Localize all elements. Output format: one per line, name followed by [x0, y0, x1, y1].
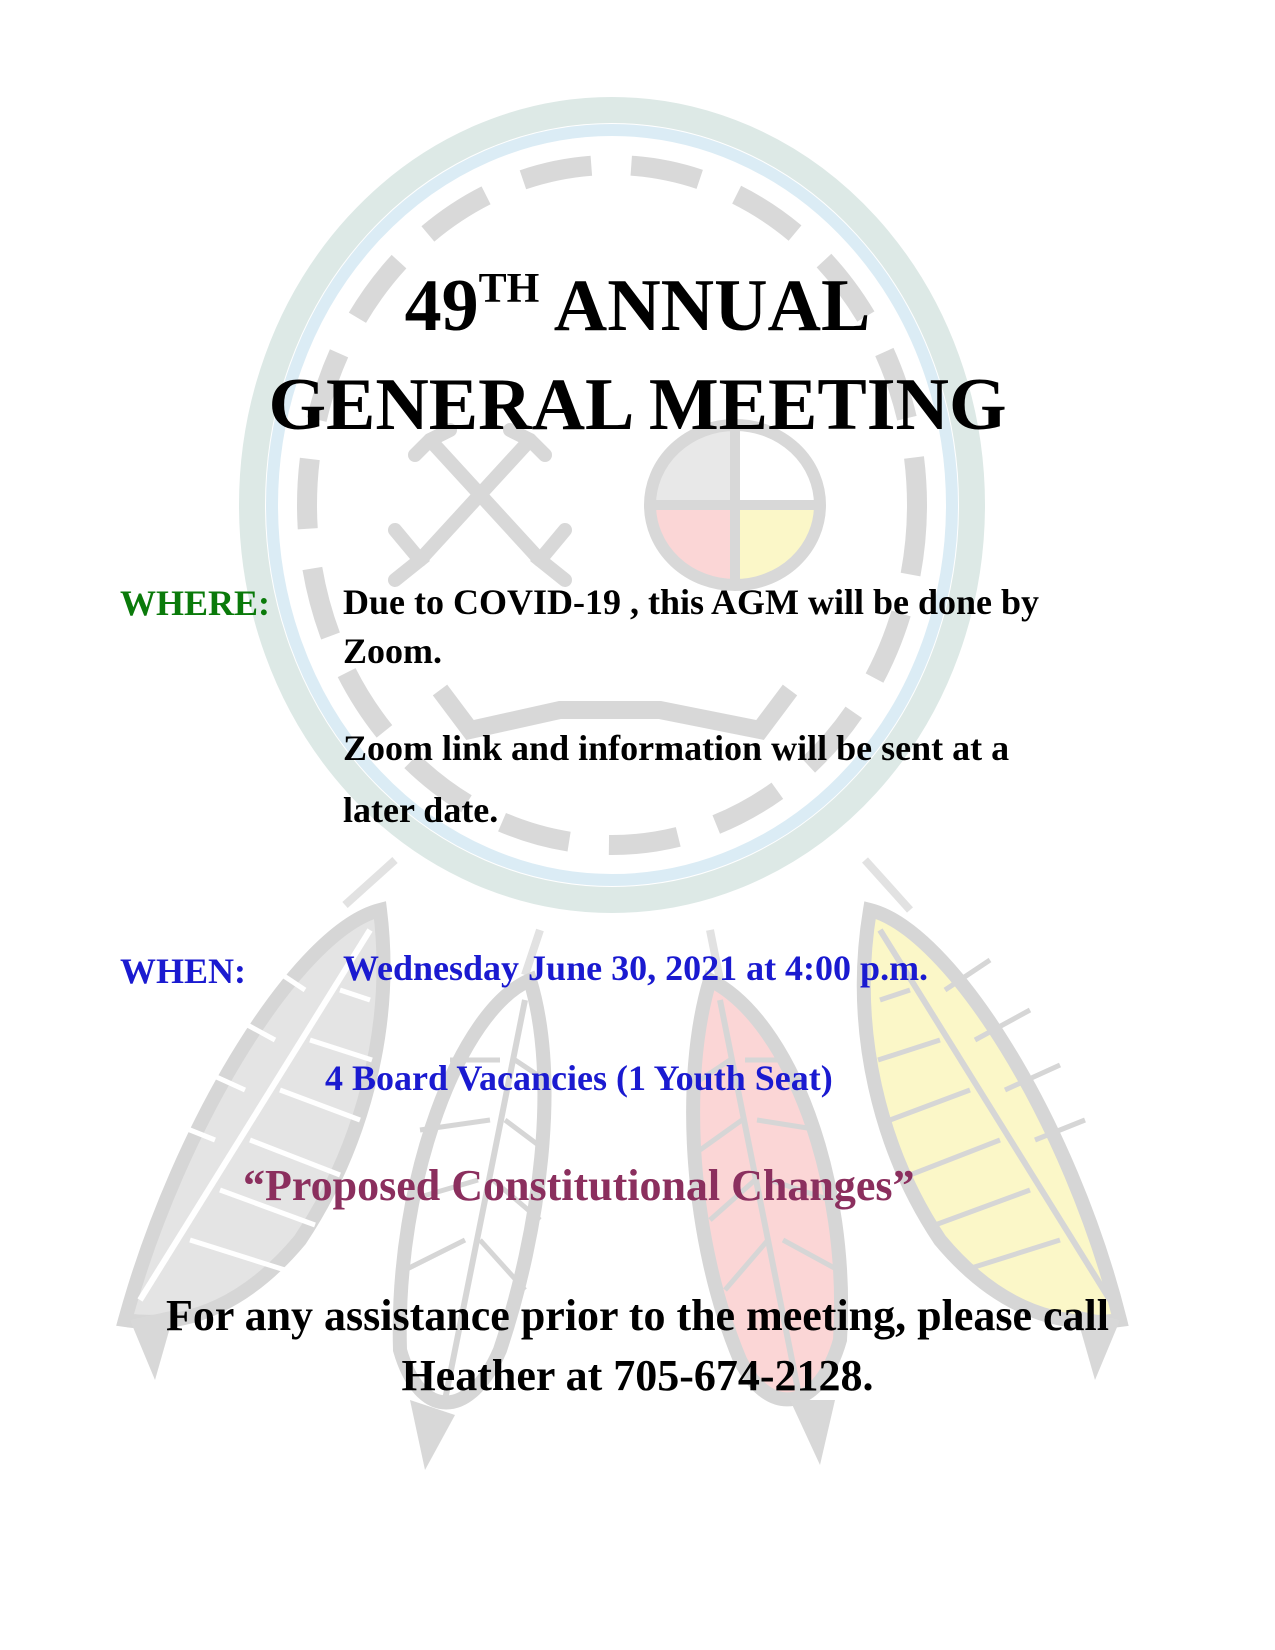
assistance-line-2: Heather at 705-674-2128.	[401, 1351, 874, 1400]
title-line-1: 49TH ANNUAL	[404, 265, 871, 347]
arrows-crossed-icon	[395, 430, 565, 580]
where-line-4: later date.	[343, 790, 499, 830]
constitutional-changes: “Proposed Constitutional Changes”	[243, 1161, 915, 1210]
when-label: WHEN:	[120, 951, 246, 991]
assistance-line-1: For any assistance prior to the meeting, please call	[165, 1291, 1110, 1340]
medicine-wheel-icon	[650, 425, 820, 585]
title-superscript: TH	[478, 266, 540, 312]
title-line-2: GENERAL MEETING	[268, 364, 1007, 446]
where-label: WHERE:	[120, 583, 271, 623]
where-line-1: Due to COVID-19 , this AGM will be done by	[343, 582, 1040, 622]
board-vacancies: 4 Board Vacancies (1 Youth Seat)	[325, 1058, 833, 1098]
when-value: Wednesday June 30, 2021 at 4:00 p.m.	[343, 948, 929, 988]
where-line-3: Zoom link and information will be sent at a	[343, 728, 1010, 768]
where-line-2: Zoom.	[343, 631, 442, 671]
